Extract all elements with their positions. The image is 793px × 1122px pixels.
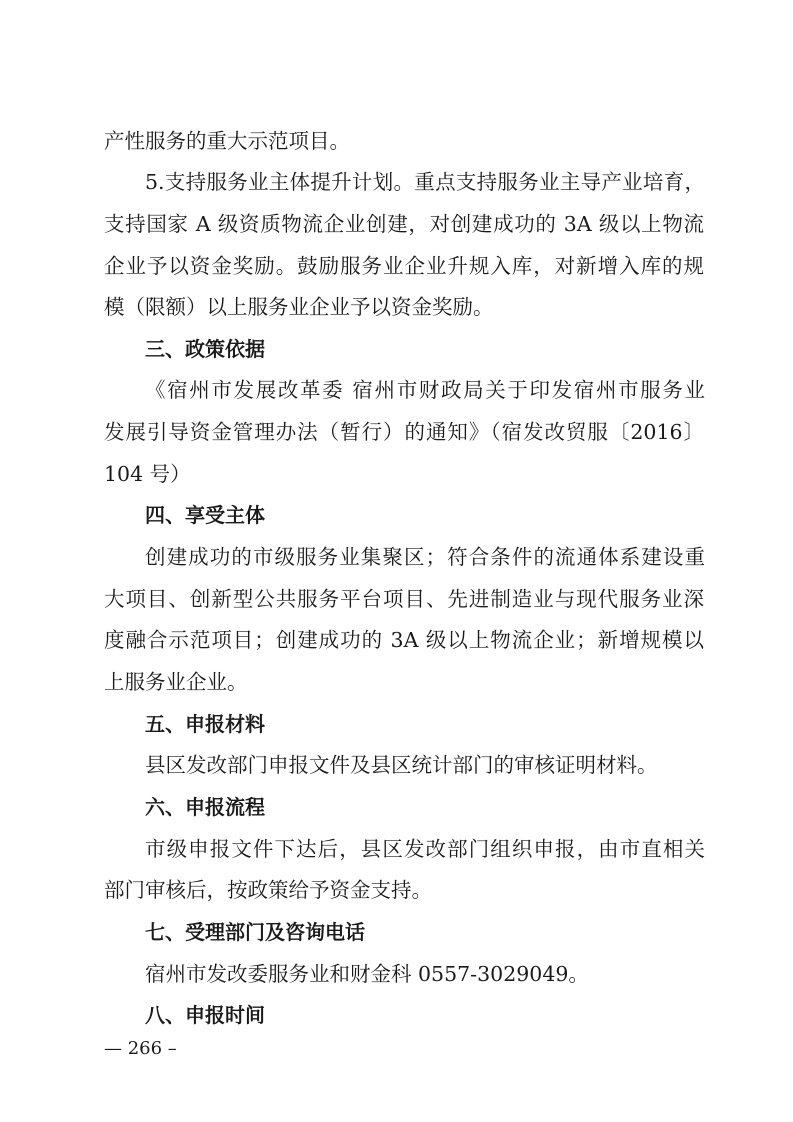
- section-heading: 四、享受主体: [145, 503, 265, 527]
- paragraph-line: 度融合示范项目；创建成功的 3A 级以上物流企业；新增规模以: [104, 628, 704, 652]
- paragraph-line: 上服务业企业。: [104, 670, 248, 694]
- section-heading: 五、申报材料: [145, 712, 265, 736]
- paragraph-line: 5.支持服务业主体提升计划。重点支持服务业主导产业培育，: [145, 170, 705, 194]
- section-heading: 三、政策依据: [145, 337, 265, 361]
- paragraph-line: 《宿州市发展改革委 宿州市财政局关于印发宿州市服务业: [145, 378, 705, 402]
- paragraph-line: 产性服务的重大示范项目。: [104, 129, 350, 153]
- paragraph-line: 市级申报文件下达后，县区发改部门组织申报，由市直相关: [145, 837, 705, 861]
- paragraph-line: 支持国家 A 级资质物流企业创建，对创建成功的 3A 级以上物流: [104, 212, 704, 236]
- page-number: — 266 –: [104, 1038, 177, 1059]
- section-heading: 七、受理部门及咨询电话: [145, 920, 365, 944]
- paragraph-line: 宿州市发改委服务业和财金科 0557-3029049。: [145, 962, 589, 986]
- paragraph-line: 创建成功的市级服务业集聚区；符合条件的流通体系建设重: [145, 545, 705, 569]
- paragraph-line: 企业予以资金奖励。鼓励服务业企业升规入库，对新增入库的规: [104, 254, 704, 278]
- section-heading: 八、申报时间: [145, 1003, 265, 1027]
- paragraph-line: 发展引导资金管理办法（暂行）的通知》（宿发改贸服〔2016〕: [104, 420, 704, 444]
- paragraph-line: 104 号）: [104, 462, 191, 486]
- section-heading: 六、申报流程: [145, 795, 265, 819]
- paragraph-line: 部门审核后，按政策给予资金支持。: [104, 878, 432, 902]
- paragraph-line: 大项目、创新型公共服务平台项目、先进制造业与现代服务业深: [104, 587, 704, 611]
- paragraph-line: 县区发改部门申报文件及县区统计部门的审核证明材料。: [145, 753, 658, 777]
- paragraph-line: 模（限额）以上服务业企业予以资金奖励。: [104, 295, 494, 319]
